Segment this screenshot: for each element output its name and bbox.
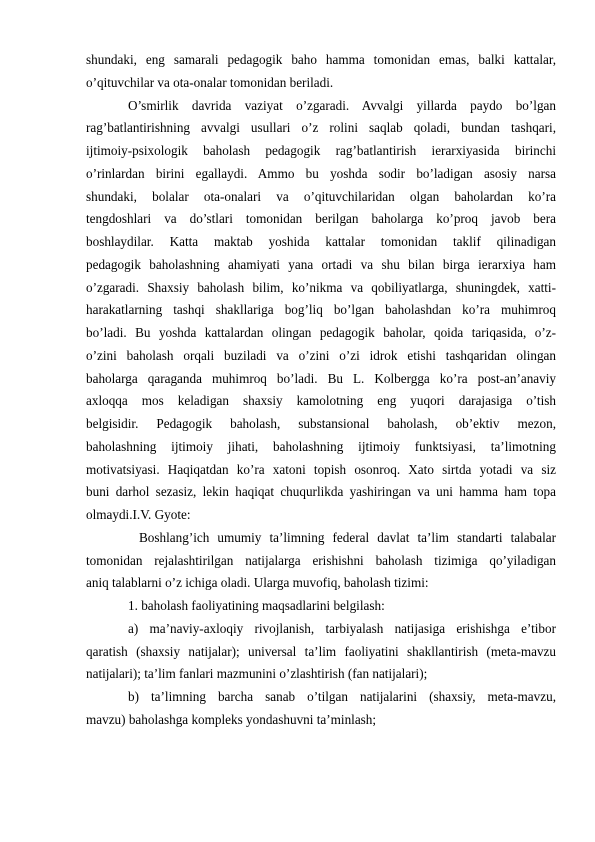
paragraph-line: 1. baholash faoliyatining maqsadlarini belgilash: — [128, 598, 385, 613]
paragraph-line: o’zini baholash orqali buziladi va o’zini o’zi idrok etishi tashqaridan olingan — [86, 347, 556, 363]
paragraph-line: o’zgaradi. Shaxsiy baholash bilim, ko’nikma va qobiliyatlarga, shuningdek, xatti- — [86, 279, 556, 295]
paragraph-line: natijalari); ta’lim fanlari mazmunini o’zlashtirish (fan natijalari); — [86, 666, 428, 682]
paragraph-line: o’rinlardan birini egallaydi. Ammo bu yoshda sodir bo’ladigan asosiy narsa — [86, 165, 556, 181]
paragraph — [86, 527, 556, 595]
paragraph-line: baholashning ijtimoiy jihati, baholashning ijtimoiy funktsiyasi, ta’limotning — [86, 438, 556, 454]
paragraph — [86, 595, 556, 618]
paragraph-line: aniq talablarni o’z ichiga oladi. Ularga muvofiq, baholash tizimi: — [86, 575, 429, 591]
paragraph — [86, 618, 556, 686]
paragraph-line: tengdoshlari va do’stlari tomonidan berilgan baholarga ko’proq javob bera — [86, 211, 556, 227]
paragraph-line: olmaydi.I.V. Gyote: — [86, 507, 191, 522]
paragraph-line: buni darhol sezasiz, lekin haqiqat chuqurlikda yashiringan va uni hamma ham topa — [86, 484, 556, 500]
paragraph-line: rag’batlantirishning avvalgi usullari o’z rolini saqlab qoladi, bundan tashqari, — [86, 120, 556, 136]
paragraph-line: pedagogik baholashning ahamiyati yana ortadi va shu bilan birga ierarxiya ham — [86, 256, 556, 272]
paragraph-line: o’qituvchilar va ota-onalar tomonidan beriladi. — [86, 74, 334, 90]
paragraph-line: a) ma’naviy-axloqiy rivojlanish, tarbiyalash natijasiga erishishga e’tibor — [128, 620, 556, 636]
paragraph-line: axloqqa mos keladigan shaxsiy kamolotning eng yuqori darajasiga o’tish — [86, 393, 556, 409]
paragraph — [86, 49, 556, 95]
paragraph-line: baholarga qaraganda muhimroq bo’ladi. Bu L. Kolbergga ko’ra post-an’anaviy — [86, 370, 556, 386]
paragraph-line: ijtimoiy-psixologik baholash pedagogik rag’batlantirish ierarxiyasida birinchi — [86, 143, 556, 158]
paragraph-line: qaratish (shaxsiy natijalar); universal ta’lim faoliyatini shakllantirish (meta-mavzu — [86, 643, 556, 659]
paragraph-line: bo’ladi. Bu yoshda kattalardan olingan pedagogik baholar, qoida tariqasida, o’z- — [86, 325, 556, 340]
paragraph-line: harakatlarning tashqi shakllariga bog’liq bo’lgan baholashdan ko’ra muhimroq — [86, 302, 556, 318]
paragraph-line: tomonidan rejalashtirilgan natijalarga erishishni baholash tizimiga qo’yiladigan — [86, 552, 556, 568]
paragraph-line: motivatsiyasi. Haqiqatdan ko’ra xatoni topish osonroq. Xato sirtda yotadi va siz — [86, 461, 556, 477]
paragraph-line: belgisidir. Pedagogik baholash, substansional baholash, ob’ektiv mezon, — [86, 416, 556, 431]
paragraph — [86, 95, 556, 527]
paragraph-line: shundaki, bolalar ota-onalari va o’qituvchilaridan olgan baholardan ko’ra — [86, 188, 556, 204]
paragraph-line: b) ta’limning barcha sanab o’tilgan natijalarini (shaxsiy, meta-mavzu, — [128, 689, 556, 704]
paragraph-line: Boshlang’ich umumiy ta’limning federal davlat ta’lim standarti talabalar — [139, 529, 556, 545]
paragraph-line: O’smirlik davrida vaziyat o’zgaradi. Avvalgi yillarda paydo bo’lgan — [128, 97, 556, 113]
paragraph — [86, 686, 556, 732]
paragraph-line: shundaki, eng samarali pedagogik baho hamma tomonidan emas, balki kattalar, — [86, 52, 556, 67]
paragraph-line: boshlaydilar. Katta maktab yoshida kattalar tomonidan taklif qilinadigan — [86, 234, 556, 249]
document-page — [86, 49, 556, 732]
paragraph-line: mavzu) baholashga kompleks yondashuvni ta’minlash; — [86, 711, 377, 727]
